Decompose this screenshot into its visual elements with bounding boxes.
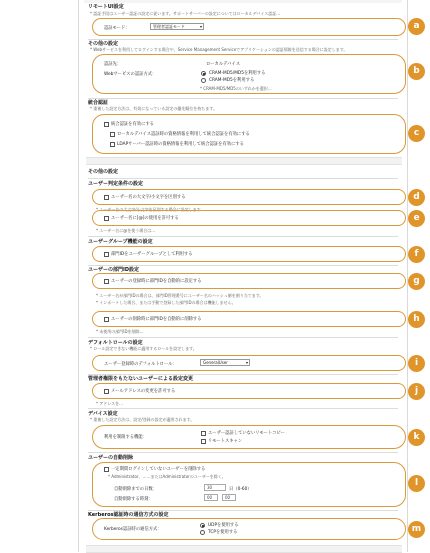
section-title-default-role: デフォルトロールの設定 xyxy=(88,340,143,346)
footnote: * CRAM-MD5/MD5のいずれかを選択... xyxy=(200,86,272,91)
marker-f: f xyxy=(408,246,425,263)
checkbox-label: リモートスキャン xyxy=(208,439,243,444)
checkbox-allow-email-change[interactable] xyxy=(104,389,109,394)
section-note: * Webサービスを利用してログインする場合や、Service Management Serviceでアプリケーションの認証情報を送信する場合に設定します。 xyxy=(90,47,348,52)
section-title-auto-delete: ユーザーの自動削除 xyxy=(88,455,134,461)
marker-h: h xyxy=(408,311,425,328)
checkbox-label: 一定期間ログインしていないユーザーを削除する xyxy=(111,467,206,472)
radio-label: CRAM-MD5を利用する xyxy=(209,78,255,83)
divider xyxy=(88,452,398,453)
marker-g: g xyxy=(408,273,425,290)
section-note: * ユーザー名が部門IDの場合は、部門ID管理番号にユーザー名のハッシュ値を割り当てます。 xyxy=(96,293,264,298)
section-title-dept-id: ユーザーの部門ID設定 xyxy=(88,267,140,273)
section-title-user-group: ユーザーグループ機能の設定 xyxy=(88,239,153,245)
checkbox-remote-copy[interactable] xyxy=(201,431,206,436)
checkbox-integrated-auth[interactable] xyxy=(104,122,109,127)
marker-i: i xyxy=(408,355,425,372)
divider xyxy=(88,236,398,237)
checkbox-label: ユーザー名の大文字/小文字を区別する xyxy=(111,195,186,200)
section-title-user-condition: ユーザー判定条件の設定 xyxy=(88,181,144,187)
radio-cram-md5[interactable] xyxy=(201,78,206,83)
hour-input[interactable]: 00 xyxy=(204,494,218,501)
radio-cram-md5-md5[interactable] xyxy=(201,71,206,76)
auth-target-value: ローカルデバイス xyxy=(206,62,240,67)
section-note: * 重複した設定方法は、有効になっている設定の優先順位を持ちます。 xyxy=(90,106,217,111)
section-note: * Administrator、……またはAdministratorのユーザーを除く。 xyxy=(108,474,226,479)
section-note: * 重複した設定方法は、設定/登録の設定が適用されます。 xyxy=(90,417,195,422)
top-divider xyxy=(84,0,402,3)
restrict-functions-label: 利用を制限する機能： xyxy=(104,435,147,440)
radio-udp[interactable] xyxy=(200,523,205,528)
checkbox-dept-id-group[interactable] xyxy=(104,252,109,257)
checkbox-auto-assign-dept[interactable] xyxy=(104,279,109,284)
checkbox-ldap-credentials[interactable] xyxy=(110,142,115,147)
checkbox-local-credentials[interactable] xyxy=(110,132,115,137)
checkbox-case-sensitive[interactable] xyxy=(104,195,109,200)
section-note: * インポートした場合、または手動で登録した部門IDの場合は機能しません。 xyxy=(96,300,236,305)
minute-input[interactable]: 00 xyxy=(222,494,236,501)
section-title-integrated-auth: 統合認証 xyxy=(88,100,109,106)
radio-label: CRAM-MD5/MD5を利用する xyxy=(209,71,266,76)
divider xyxy=(88,337,398,338)
kerberos-method-label: Kerberos認証時の通信方式： xyxy=(104,527,162,532)
section-note: * ユーザー名に@を使う場合は... xyxy=(96,228,156,233)
radio-label: TCPを使用する xyxy=(208,530,238,535)
days-unit: 日（0-60） xyxy=(229,487,252,492)
marker-b: b xyxy=(408,63,425,80)
section-title-device: デバイス設定 xyxy=(88,411,118,417)
checkbox-label: ローカルデバイス認証時の資格情報を利用して統合認証を有効にする xyxy=(117,132,250,137)
marker-c: c xyxy=(408,125,425,142)
checkbox-label: 統合認証を有効にする xyxy=(111,122,154,127)
checkbox-remote-scan[interactable] xyxy=(201,439,206,444)
section-separator xyxy=(86,157,402,165)
web-auth-method-label: Webサービスの認証方式： xyxy=(104,72,157,77)
section-title-other-settings: その他の設定 xyxy=(88,169,119,175)
radio-label: UDPを使用する xyxy=(208,523,239,528)
section-note: * 認証手段はユーザー認証の設定に従います。サポートサーバーの設定についてはローカルデバイス認証... xyxy=(90,11,281,16)
divider xyxy=(88,98,398,99)
checkbox-label: 部門IDをユーザーグループとして利用する xyxy=(111,252,193,257)
checkbox-label: ユーザー名に[@]の使用を許可する xyxy=(111,216,179,221)
marker-l: l xyxy=(408,475,425,492)
section-title-non-admin: 管理者権限をもたないユーザーによる設定変更 xyxy=(88,376,194,382)
marker-j: j xyxy=(408,383,425,400)
section-note: * 未使用の部門IDを削除... xyxy=(96,329,144,334)
marker-d: d xyxy=(408,189,425,206)
section-title-kerberos: Kerberos認証時の通信方式の設定 xyxy=(88,512,169,518)
section-title-other: その他の設定 xyxy=(88,41,119,47)
checkbox-label: ユーザーの登録時に部門IDを自動的に設定する xyxy=(111,279,202,284)
callout-a-frame xyxy=(92,18,406,36)
section-note: * アドレスを... xyxy=(96,401,123,406)
divider xyxy=(88,39,398,40)
marker-e: e xyxy=(408,210,425,227)
default-role-label: ユーザー登録時のデフォルトロール： xyxy=(104,362,177,367)
checkbox-label: メールアドレスの変更を許可する xyxy=(111,389,176,394)
days-label: 自動削除までの日数： xyxy=(114,487,157,492)
checkbox-label: LDAPサーバー認証時の資格情報を利用して統合認証を有効にする xyxy=(117,142,244,147)
auth-mode-select[interactable]: 管理者認証モード ▾ xyxy=(150,23,204,30)
checkbox-allow-at-sign[interactable] xyxy=(104,216,109,221)
days-input[interactable]: 30 xyxy=(204,484,226,491)
divider xyxy=(88,178,398,179)
default-role-select[interactable]: GeneralUser ▾ xyxy=(200,359,250,366)
checkbox-label: ユーザーの削除時に部門IDを自動的に削除する xyxy=(111,317,202,322)
divider xyxy=(88,408,398,409)
checkbox-auto-delete-users[interactable] xyxy=(104,467,109,472)
marker-m: m xyxy=(408,521,425,538)
section-title-remote-ui: リモートUI設定 xyxy=(88,4,124,10)
section-note: * ユーザー名の大文字/小文字を区別する場合に設定します... xyxy=(96,207,205,212)
marker-k: k xyxy=(408,429,425,446)
checkbox-auto-delete-dept[interactable] xyxy=(104,317,109,322)
radio-tcp[interactable] xyxy=(200,530,205,535)
time-label: 自動削除する時刻： xyxy=(114,497,153,502)
auth-target-label: 認証先： xyxy=(104,62,122,67)
auth-mode-label: 認証モード： xyxy=(104,26,130,31)
marker-a: a xyxy=(408,18,425,35)
checkbox-label: ユーザー認証していないリモートコピー xyxy=(208,431,285,436)
section-note: * ロール設定できない機能に適用するロールを設定します。 xyxy=(90,346,197,351)
